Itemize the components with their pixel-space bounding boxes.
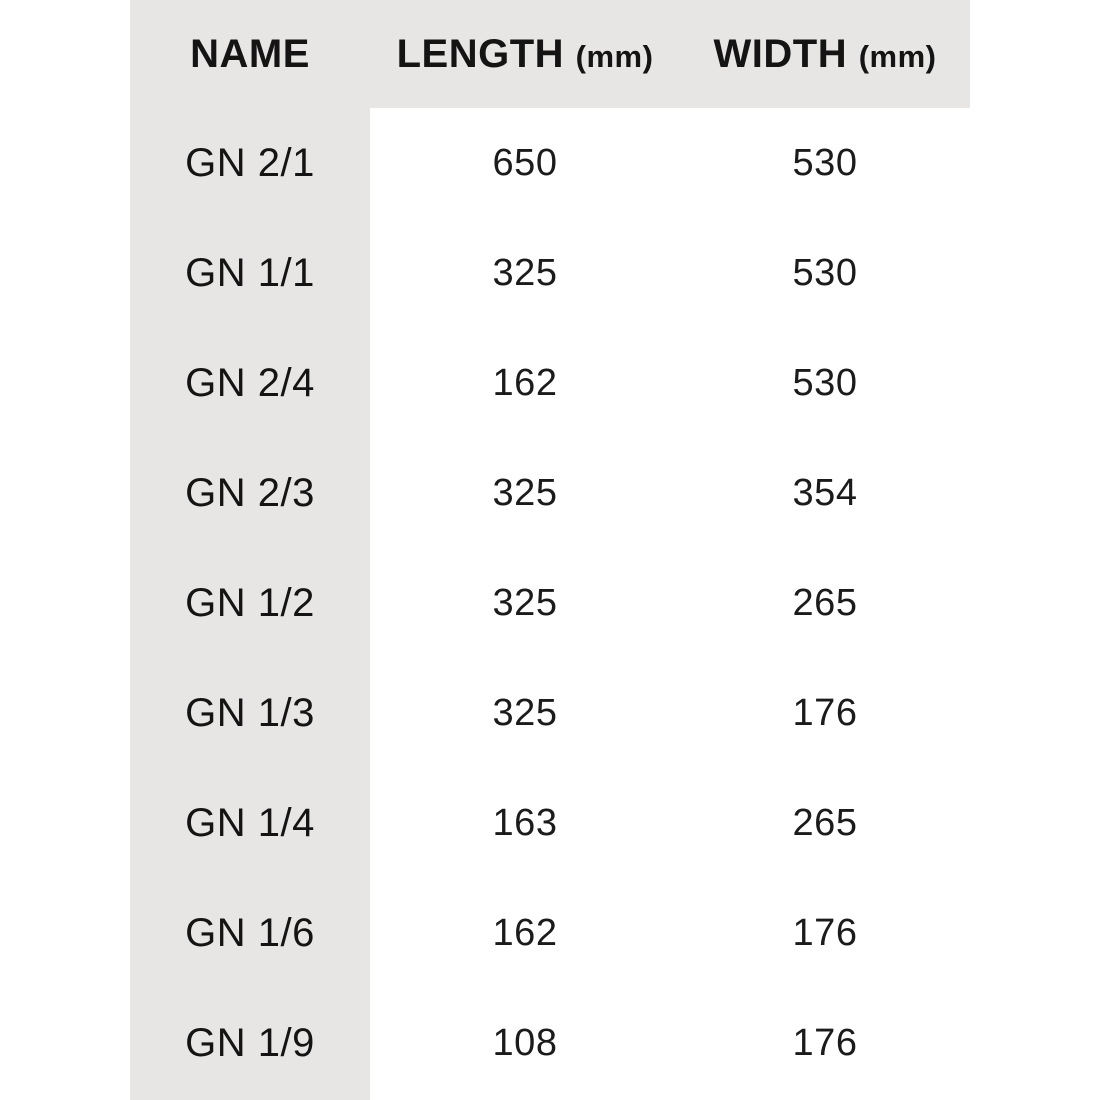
column-header-length-unit: (mm) (575, 38, 654, 74)
cell-width: 265 (792, 581, 858, 624)
table-row (130, 988, 970, 1098)
column-header-width-unit: (mm) (858, 38, 937, 74)
cell-width: 530 (792, 361, 858, 404)
cell-name: GN 2/4 (185, 360, 315, 405)
cell-length: 162 (492, 361, 558, 404)
table-header-row (130, 0, 970, 108)
gastronorm-size-table (130, 0, 970, 1098)
table-row (130, 438, 970, 548)
column-header-name-label: NAME (190, 31, 310, 76)
cell-width: 530 (792, 141, 858, 184)
table-row (130, 108, 970, 218)
cell-name: GN 2/1 (185, 140, 315, 185)
cell-length: 325 (492, 251, 558, 294)
cell-width: 354 (792, 471, 858, 514)
cell-length: 650 (492, 141, 558, 184)
table-row (130, 328, 970, 438)
cell-width: 176 (792, 691, 858, 734)
table-row (130, 548, 970, 658)
cell-name: GN 1/2 (185, 580, 315, 625)
cell-name: GN 1/1 (185, 250, 315, 295)
cell-length: 325 (492, 581, 558, 624)
column-header-length (370, 0, 680, 108)
cell-name: GN 2/3 (185, 470, 315, 515)
cell-name: GN 1/3 (185, 690, 315, 735)
column-header-name (130, 0, 370, 108)
cell-width: 176 (792, 911, 858, 954)
cell-name: GN 1/9 (185, 1020, 315, 1065)
table-row (130, 218, 970, 328)
column-header-width (680, 0, 970, 108)
table-row (130, 768, 970, 878)
column-header-length-label: LENGTH (396, 31, 565, 76)
cell-length: 325 (492, 471, 558, 514)
cell-length: 325 (492, 691, 558, 734)
cell-length: 108 (492, 1021, 558, 1064)
table-row (130, 878, 970, 988)
cell-width: 265 (792, 801, 858, 844)
cell-name: GN 1/4 (185, 800, 315, 845)
cell-length: 163 (492, 801, 558, 844)
table-row (130, 658, 970, 768)
table-body (130, 108, 970, 1098)
cell-name: GN 1/6 (185, 910, 315, 955)
cell-length: 162 (492, 911, 558, 954)
cell-width: 530 (792, 251, 858, 294)
cell-width: 176 (792, 1021, 858, 1064)
column-header-width-label: WIDTH (713, 31, 848, 76)
